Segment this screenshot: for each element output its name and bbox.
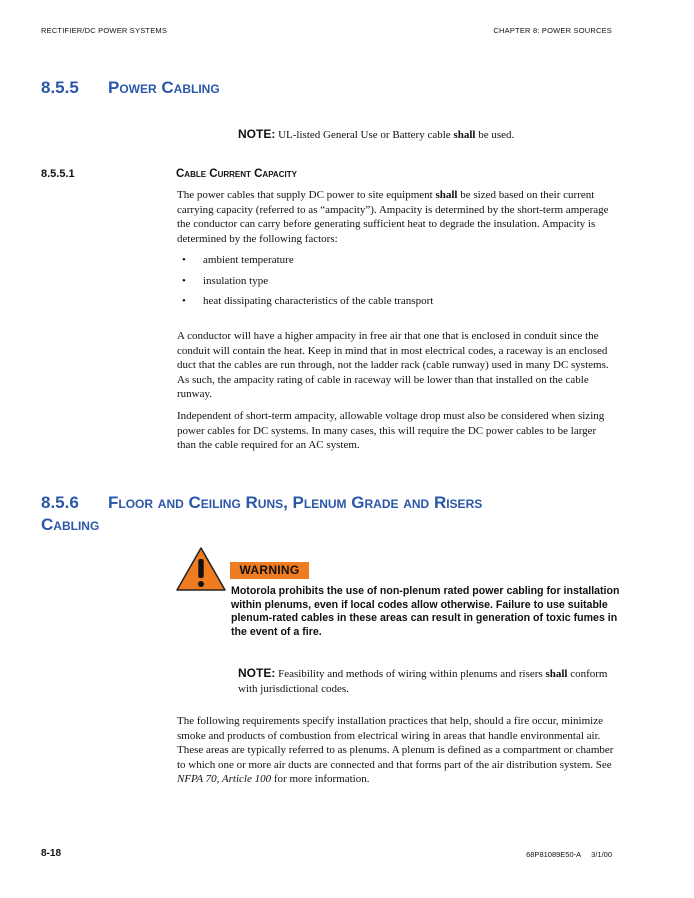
list-item: • insulation type (182, 274, 269, 287)
note-text-post: be used. (478, 129, 515, 141)
list-item: • ambient temperature (182, 254, 294, 266)
warning-label: WARNING (239, 563, 300, 577)
list-item: • heat dissipating characteristics of the cable transport (182, 295, 434, 307)
note-label: NOTE: (238, 127, 276, 141)
section-number: 8.5.5 (41, 78, 79, 97)
note-text-bold: shall (545, 668, 568, 680)
nfpa-reference: NFPA 70, Article 100 (177, 773, 272, 786)
paragraph-ampacity-intro: The power cables that supply DC power to site equipment shall be sized based on their current carrying capacity (referred to as “ampacity”). Ampacity is determined by the short-term amperage the conductor can carry before generating sufficient heat to degrade the insulation. Ampacity is determined by the following factors: (177, 189, 609, 245)
note-text-pre: Feasibility and methods of wiring within plenums and risers (278, 668, 543, 680)
page-number: 8-18 (41, 848, 62, 859)
note-plenum-wiring (238, 666, 618, 697)
subsection-number: 8.5.5.1 (41, 168, 75, 180)
note-text-bold: shall (453, 129, 476, 141)
paragraph-plenum-requirements: The following requirements specify installation practices that help, should a fire occur, minimize smoke and products of combustion from electrical wiring in areas that handle environmental air. These areas are typically referred to as plenums. A plenum is defined as a compartment or chamber to which one or more air ducts are connected and that forms part of the air distribution system. See NFPA 70, Article 100 for more information. (177, 715, 614, 786)
ampacity-factors-list (177, 253, 433, 315)
warning-triangle-icon (175, 546, 227, 592)
warning-text: Motorola prohibits the use of non-plenum rated power cabling for installation within plenums, even if local codes allow otherwise. Failure to use suitable plenum-rated cables in these areas can result in generation of toxic fumes in the event of a fire. (231, 585, 620, 639)
section-number: 8.5.6 (41, 493, 79, 512)
section-heading-8-5-6 (41, 492, 601, 536)
section-heading-8-5-5 (41, 77, 220, 99)
paragraph-voltage-drop: Independent of short-term ampacity, allowable voltage drop must also be considered when sizing power cables for DC systems. In many cases, this will require the DC power cables to be larger than the cable required for an AC system. (177, 410, 605, 452)
section-title-line2: Cabling (41, 515, 100, 534)
note-ul-listed (238, 127, 618, 143)
section-title-line1: Floor and Ceiling Runs, Plenum Grade and Risers (108, 493, 483, 512)
note-text-post: conform with jurisdictional codes. (238, 668, 608, 695)
section-title: Power Cabling (108, 78, 220, 97)
document-id: 68P81089E50-A 3/1/00 (526, 850, 612, 859)
subsection-heading-8-5-5-1 (41, 168, 297, 180)
paragraph-conduit: A conductor will have a higher ampacity in free air that one that is enclosed in conduit since the conduit will contain the heat. Keep in mind that in most electrical codes, a raceway is an enclosed duct that the cables are run through, not the ladder rack (cable runway) used in many DC systems. As such, the ampacity rating of cable in raceway will be lower than that installed on the cable runway. (177, 330, 609, 401)
subsection-title: Cable Current Capacity (176, 168, 297, 180)
note-text-pre: UL-listed General Use or Battery cable (278, 129, 451, 141)
running-header-right: CHAPTER 8: POWER SOURCES (493, 26, 612, 35)
note-label: NOTE: (238, 666, 276, 680)
running-header-left: RECTIFIER/DC POWER SYSTEMS (41, 26, 168, 35)
